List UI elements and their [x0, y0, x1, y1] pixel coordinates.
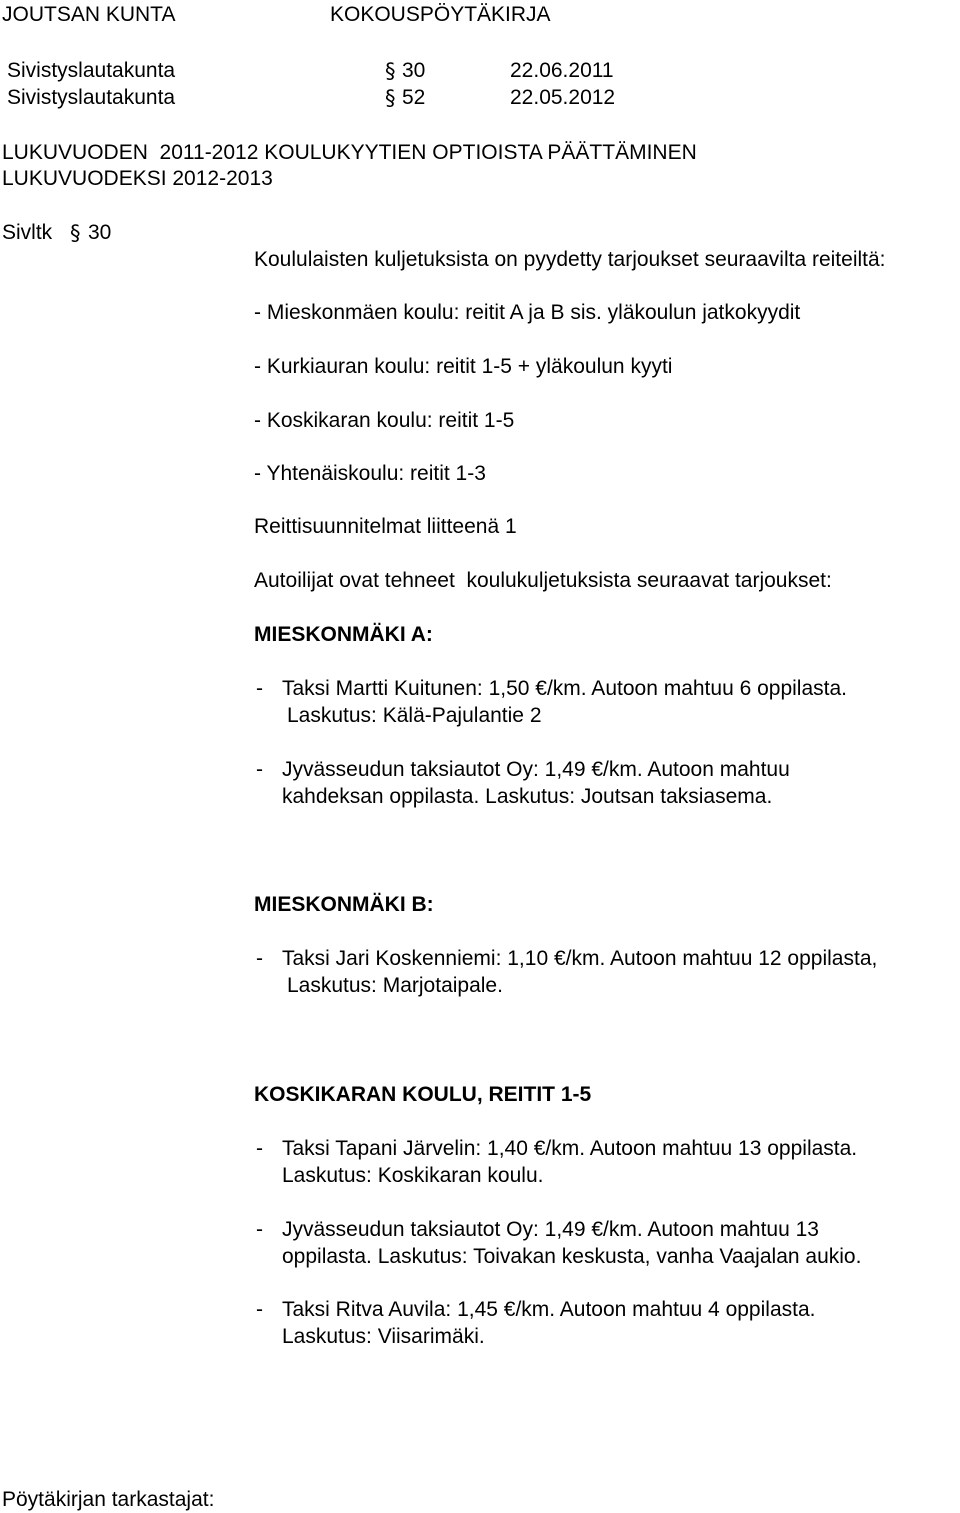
list-dash: - [256, 677, 263, 700]
reviewers-label: Pöytäkirjan tarkastajat: [2, 1488, 215, 1511]
section-ref-body: Sivltk [2, 221, 53, 244]
list-dash: - [256, 1218, 263, 1241]
section-ref-number: 30 [88, 221, 112, 244]
municipality-name: JOUTSAN KUNTA [2, 3, 176, 26]
offer-line: Laskutus: Kälä-Pajulantie 2 [287, 704, 542, 727]
route-item: - Yhtenäiskoulu: reitit 1-3 [254, 462, 486, 485]
offer-line: Taksi Ritva Auvila: 1,45 €/km. Autoon mahtuu 4 oppilasta. [282, 1298, 816, 1321]
intro-text: Koululaisten kuljetuksista on pyydetty tarjoukset seuraavilta reiteiltä: [254, 248, 886, 271]
section-sign: § [385, 59, 396, 83]
meeting-section-number: 30 [402, 59, 426, 82]
route-item: - Koskikaran koulu: reitit 1-5 [254, 409, 515, 432]
offer-line: Jyvässeudun taksiautot Oy: 1,49 €/km. Autoon mahtuu 13 [282, 1218, 819, 1241]
offer-line: Laskutus: Viisarimäki. [282, 1325, 485, 1348]
document-title-line2: LUKUVUODEKSI 2012-2013 [2, 167, 273, 190]
meeting-body: Sivistyslautakunta [7, 59, 176, 82]
section-sign: § [385, 86, 396, 110]
meeting-section-number: 52 [402, 86, 426, 109]
offer-line: Jyvässeudun taksiautot Oy: 1,49 €/km. Autoon mahtuu [282, 758, 790, 781]
route-item: - Mieskonmäen koulu: reitit A ja B sis. yläkoulun jatkokyydit [254, 301, 801, 324]
offer-line: kahdeksan oppilasta. Laskutus: Joutsan taksiasema. [282, 785, 773, 808]
meeting-body: Sivistyslautakunta [7, 86, 176, 109]
offers-intro: Autoilijat ovat tehneet koulukuljetuksista seuraavat tarjoukset: [254, 569, 832, 592]
attachment-note: Reittisuunnitelmat liitteenä 1 [254, 515, 517, 538]
list-dash: - [256, 1298, 263, 1321]
offer-line: Laskutus: Koskikaran koulu. [282, 1164, 544, 1187]
offer-line: Taksi Martti Kuitunen: 1,50 €/km. Autoon mahtuu 6 oppilasta. [282, 677, 847, 700]
offer-line: Taksi Tapani Järvelin: 1,40 €/km. Autoon mahtuu 13 oppilasta. [282, 1137, 858, 1160]
offer-heading: MIESKONMÄKI A: [254, 623, 433, 646]
document-title-line1: LUKUVUODEN 2011-2012 KOULUKYYTIEN OPTIOISTA PÄÄTTÄMINEN [2, 141, 697, 164]
document-type: KOKOUSPÖYTÄKIRJA [330, 3, 551, 26]
list-dash: - [256, 947, 263, 970]
list-dash: - [256, 758, 263, 781]
offer-line: Laskutus: Marjotaipale. [287, 974, 503, 997]
offer-line: oppilasta. Laskutus: Toivakan keskusta, vanha Vaajalan aukio. [282, 1245, 862, 1268]
meeting-date: 22.05.2012 [510, 86, 616, 109]
list-dash: - [256, 1137, 263, 1160]
route-item: - Kurkiauran koulu: reitit 1-5 + yläkoulun kyyti [254, 355, 673, 378]
offer-heading: KOSKIKARAN KOULU, REITIT 1-5 [254, 1083, 592, 1106]
offer-heading: MIESKONMÄKI B: [254, 893, 434, 916]
offer-line: Taksi Jari Koskenniemi: 1,10 €/km. Autoon mahtuu 12 oppilasta, [282, 947, 878, 970]
section-sign: § [70, 221, 81, 245]
meeting-date: 22.06.2011 [510, 59, 614, 82]
